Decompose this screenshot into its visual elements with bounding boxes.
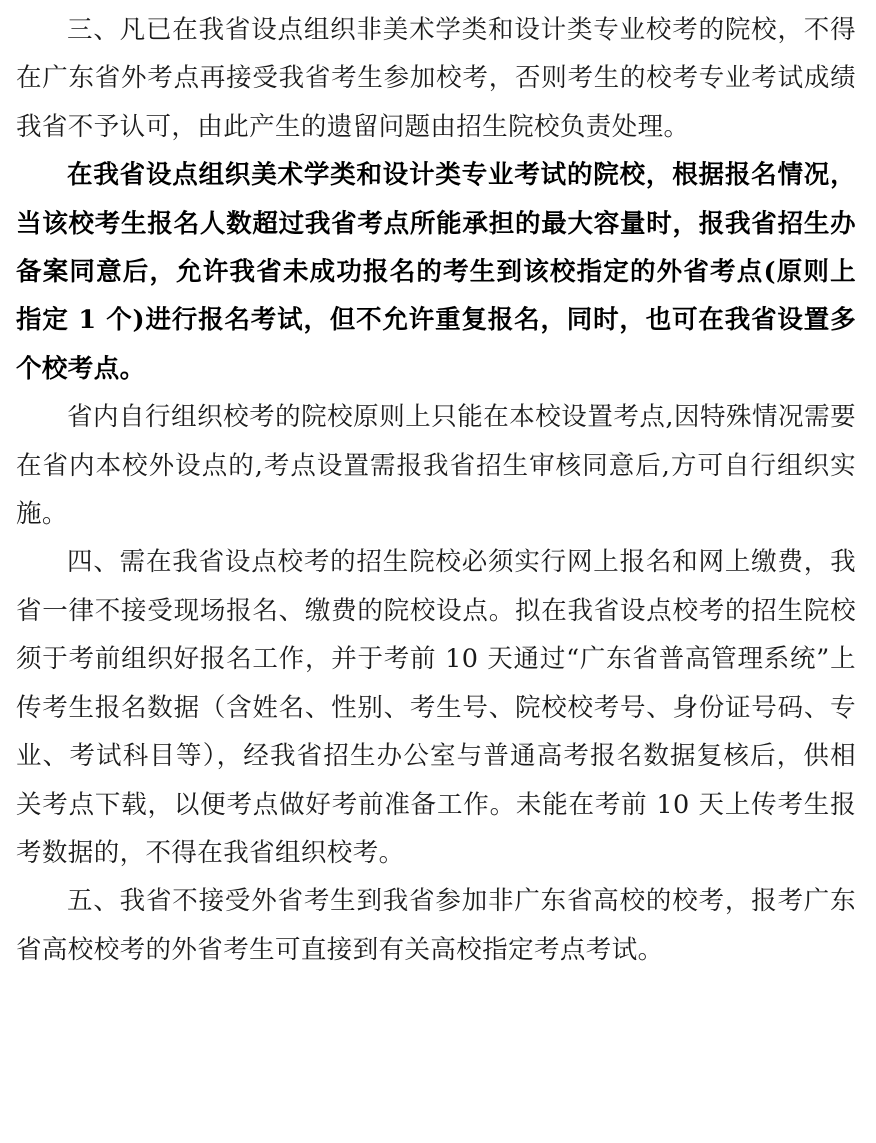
paragraph-section-five: 五、我省不接受外省考生到我省参加非广东省高校的校考，报考广东省高校校考的外省考生可直接到有关高校指定考点考试。 [16,886,856,965]
document-page [16,6,856,974]
paragraph-section-three: 三、凡已在我省设点组织非美术学类和设计类专业校考的院校，不得在广东省外考点再接受我省考生参加校考，否则考生的校考专业考试成绩我省不予认可，由此产生的遗留问题由招生院校负责处理。 [16,15,856,142]
paragraph-in-province-exams: 省内自行组织校考的院校原则上只能在本校设置考点,因特殊情况需要在省内本校外设点的,考点设置需报我省招生审核同意后,方可自行组织实施。 [16,402,856,530]
paragraph-section-four: 四、需在我省设点校考的招生院校必须实行网上报名和网上缴费，我省一律不接受现场报名、缴费的院校设点。拟在我省设点校考的招生院校须于考前组织好报名工作，并于考前 10 天通过“广东省普高管理系统”上传考生报名数据（含姓名、性别、考生号、院校校考号、身份证号码、专业、考试科目等），经我省招生办公室与普通高考报名数据复核后，供相关考点下载，以便考点做好考前准备工作。未能在考前 10 天上传考生报考数据的，不得在我省组织校考。 [16,547,856,868]
paragraph-art-design-exams: 在我省设点组织美术学类和设计类专业考试的院校，根据报名情况，当该校考生报名人数超过我省考点所能承担的最大容量时，报我省招生办备案同意后，允许我省未成功报名的考生到该校指定的外省考点(原则上指定 1 个)进行报名考试，但不允许重复报名，同时，也可在我省设置多个校考点。 [16,160,856,384]
